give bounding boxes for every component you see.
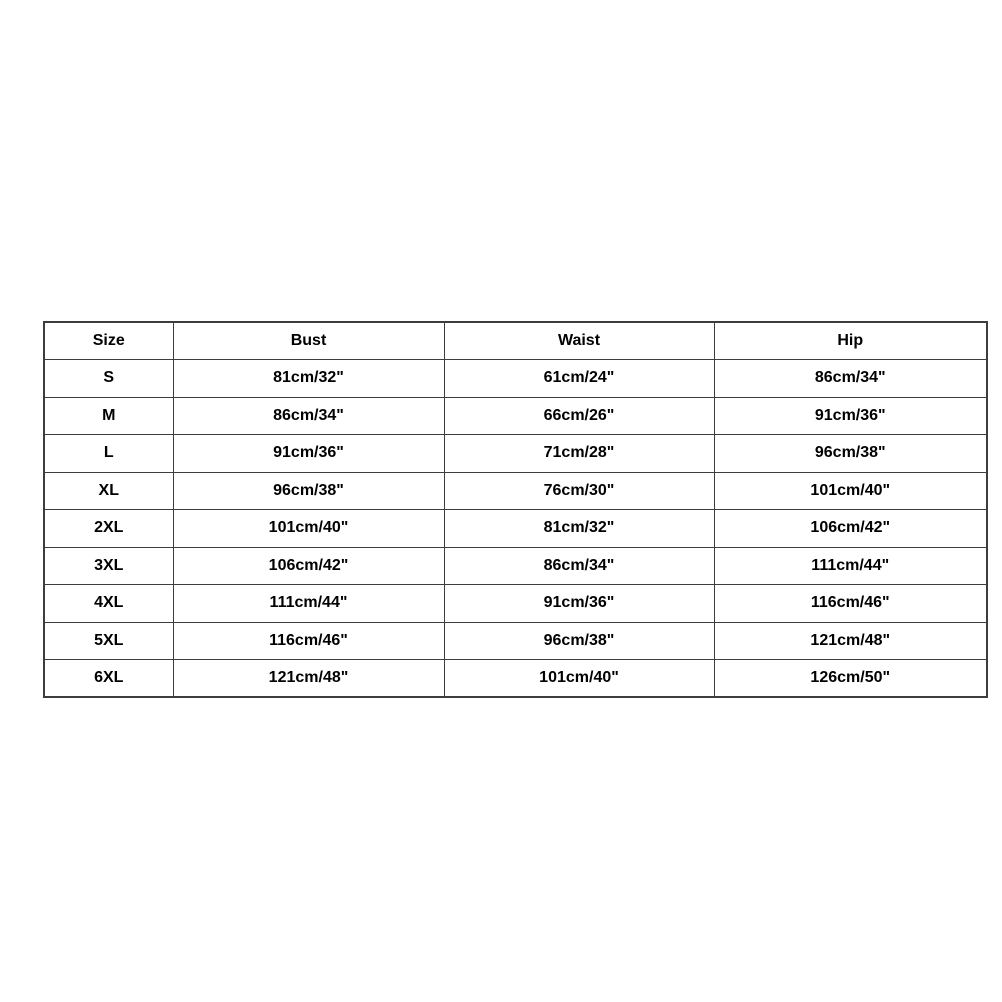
bust-cell: 111cm/44": [173, 585, 444, 623]
size-cell: 6XL: [44, 660, 173, 698]
waist-cell: 66cm/26": [444, 397, 714, 435]
table-row-6xl: [44, 660, 987, 698]
waist-cell: 91cm/36": [444, 585, 714, 623]
size-cell: XL: [44, 472, 173, 510]
bust-cell: 81cm/32": [173, 360, 444, 398]
table-row-4xl: [44, 585, 987, 623]
waist-cell: 86cm/34": [444, 547, 714, 585]
table-row-s: [44, 360, 987, 398]
size-cell: 4XL: [44, 585, 173, 623]
hip-cell: 91cm/36": [714, 397, 987, 435]
header-row: [44, 322, 987, 360]
table-row-5xl: [44, 622, 987, 660]
hip-cell: 106cm/42": [714, 510, 987, 548]
waist-cell: 61cm/24": [444, 360, 714, 398]
bust-cell: 96cm/38": [173, 472, 444, 510]
column-header-hip: Hip: [714, 322, 987, 360]
size-cell: L: [44, 435, 173, 473]
hip-cell: 116cm/46": [714, 585, 987, 623]
waist-cell: 76cm/30": [444, 472, 714, 510]
bust-cell: 86cm/34": [173, 397, 444, 435]
column-header-bust: Bust: [173, 322, 444, 360]
bust-cell: 121cm/48": [173, 660, 444, 698]
size-cell: 3XL: [44, 547, 173, 585]
waist-cell: 101cm/40": [444, 660, 714, 698]
table-row-xl: [44, 472, 987, 510]
waist-cell: 96cm/38": [444, 622, 714, 660]
size-cell: M: [44, 397, 173, 435]
hip-cell: 101cm/40": [714, 472, 987, 510]
hip-cell: 86cm/34": [714, 360, 987, 398]
bust-cell: 101cm/40": [173, 510, 444, 548]
hip-cell: 121cm/48": [714, 622, 987, 660]
waist-cell: 71cm/28": [444, 435, 714, 473]
table-row-l: [44, 435, 987, 473]
size-cell: 2XL: [44, 510, 173, 548]
size-chart-table: [43, 321, 988, 698]
table-row-m: [44, 397, 987, 435]
hip-cell: 96cm/38": [714, 435, 987, 473]
bust-cell: 91cm/36": [173, 435, 444, 473]
bust-cell: 106cm/42": [173, 547, 444, 585]
table-row-2xl: [44, 510, 987, 548]
waist-cell: 81cm/32": [444, 510, 714, 548]
column-header-waist: Waist: [444, 322, 714, 360]
hip-cell: 126cm/50": [714, 660, 987, 698]
size-cell: S: [44, 360, 173, 398]
size-cell: 5XL: [44, 622, 173, 660]
column-header-size: Size: [44, 322, 173, 360]
hip-cell: 111cm/44": [714, 547, 987, 585]
bust-cell: 116cm/46": [173, 622, 444, 660]
table-row-3xl: [44, 547, 987, 585]
